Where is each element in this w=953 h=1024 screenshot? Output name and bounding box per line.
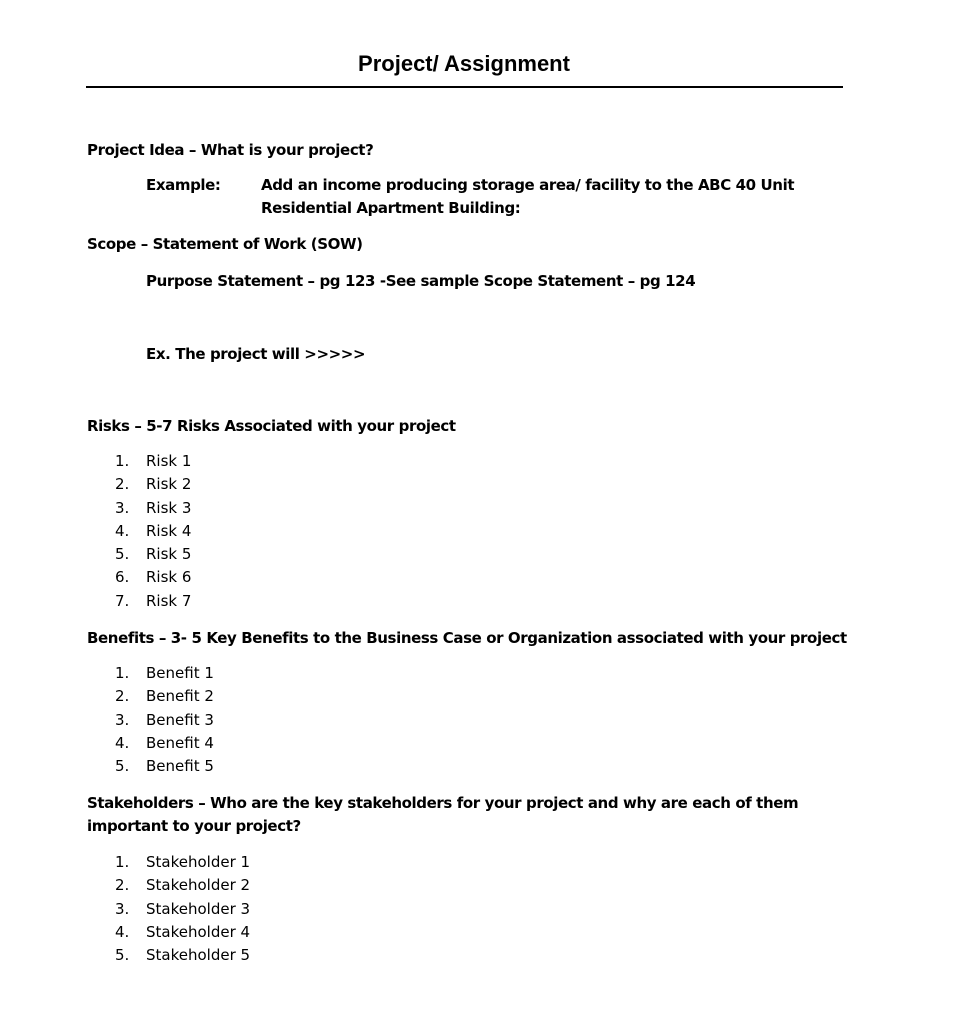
list-label: Risk 5 bbox=[146, 545, 192, 564]
scope-heading: Scope – Statement of Work (SOW) bbox=[87, 235, 363, 253]
list-label: Benefit 5 bbox=[146, 757, 214, 776]
risks-heading: Risks – 5-7 Risks Associated with your project bbox=[87, 417, 456, 435]
list-number: 3. bbox=[115, 498, 130, 517]
list-label: Benefit 1 bbox=[146, 664, 214, 682]
list-label: Risk 6 bbox=[146, 568, 192, 587]
document-title: Project/ Assignment bbox=[358, 51, 570, 76]
list-number: 4. bbox=[115, 922, 130, 941]
list-label: Stakeholder 3 bbox=[146, 899, 251, 918]
list-label: Risk 4 bbox=[146, 521, 192, 540]
list-number: 6. bbox=[115, 568, 130, 587]
list-label: Risk 3 bbox=[146, 498, 192, 517]
benefits-heading: Benefits – 3- 5 Key Benefits to the Business Case or Organization associated with your project bbox=[87, 629, 847, 647]
purpose-statement: Purpose Statement – pg 123 -See sample Scope Statement – pg 124 bbox=[146, 272, 696, 290]
list-number: 5. bbox=[115, 545, 130, 564]
list-number: 2. bbox=[115, 687, 130, 706]
list-number: 3. bbox=[115, 710, 130, 729]
list-number: 4. bbox=[115, 733, 130, 752]
list-number: 3. bbox=[115, 899, 130, 918]
list-label: Stakeholder 2 bbox=[146, 876, 251, 895]
scope-example: Ex. The project will >>>>> bbox=[146, 345, 366, 363]
list-label: Risk 1 bbox=[146, 452, 192, 470]
list-label: Risk 7 bbox=[146, 591, 192, 610]
list-number: 4. bbox=[115, 521, 130, 540]
list-number: 1. bbox=[115, 664, 130, 682]
list-label: Risk 2 bbox=[146, 475, 192, 494]
list-number: 1. bbox=[115, 853, 130, 871]
list-number: 5. bbox=[115, 946, 130, 965]
list-label: Stakeholder 4 bbox=[146, 922, 251, 941]
stakeholders-heading: Stakeholders – Who are the key stakeholders for your project and why are each of them important to your project? bbox=[87, 794, 799, 835]
list-label: Stakeholder 5 bbox=[146, 946, 251, 965]
title-underline bbox=[86, 86, 843, 88]
example-label: Example: bbox=[146, 176, 221, 194]
list-number: 2. bbox=[115, 876, 130, 895]
example-text: Add an income producing storage area/ facility to the ABC 40 Unit Residential Apartment Building: bbox=[261, 176, 795, 217]
list-label: Benefit 2 bbox=[146, 687, 214, 706]
project-idea-heading: Project Idea – What is your project? bbox=[87, 141, 374, 159]
list-label: Benefit 3 bbox=[146, 710, 214, 729]
list-label: Stakeholder 1 bbox=[146, 853, 251, 871]
list-label: Benefit 4 bbox=[146, 733, 214, 752]
list-number: 1. bbox=[115, 452, 130, 470]
list-number: 5. bbox=[115, 757, 130, 776]
list-number: 2. bbox=[115, 475, 130, 494]
list-number: 7. bbox=[115, 591, 130, 610]
